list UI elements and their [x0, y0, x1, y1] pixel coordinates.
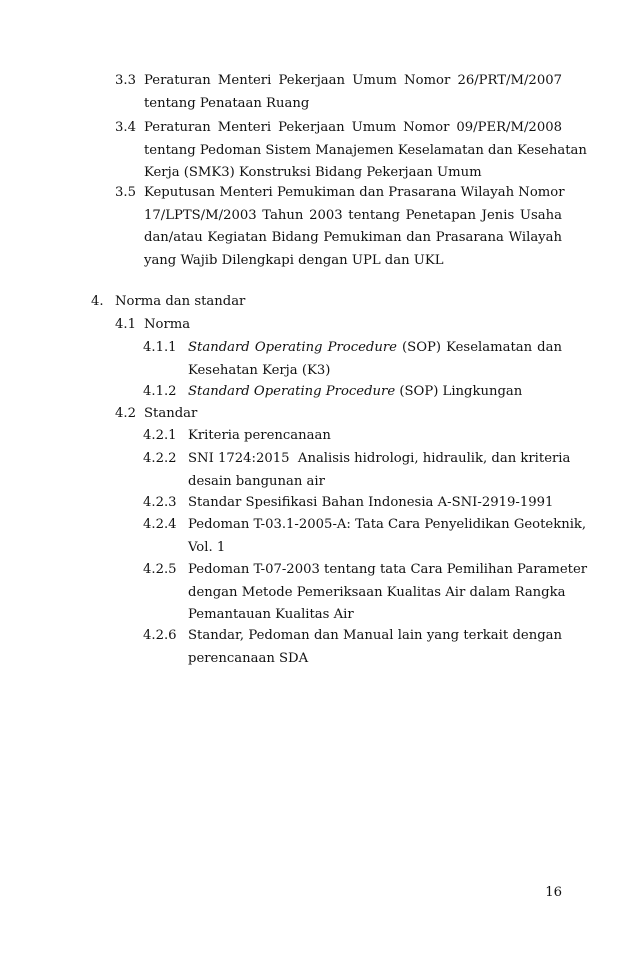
item-text-line: dengan Metode Pemeriksaan Kualitas Air dalam Rangka — [188, 584, 566, 600]
item-text-line: perencanaan SDA — [188, 650, 309, 666]
list-item-4-1-1 — [143, 337, 562, 382]
item-text-line: Standar, Pedoman dan Manual lain yang terkait dengan — [188, 628, 562, 643]
list-item-4-2-6 — [143, 625, 562, 670]
item-text-line: tentang Pedoman Sistem Manajemen Keselamatan dan Kesehatan — [144, 142, 587, 158]
item-number: 4.2.2 — [143, 451, 177, 466]
list-item-4-2-5 — [143, 559, 588, 627]
subsection-heading-4-1 — [115, 314, 562, 337]
list-item-4-2-2 — [143, 448, 571, 493]
item-text-line: Kriteria perencanaan — [188, 428, 331, 443]
item-text-line: dan/atau Kegiatan Bidang Pemukiman dan Prasarana Wilayah — [144, 230, 562, 245]
item-text: (SOP) Lingkungan — [399, 384, 523, 399]
item-number: 4.2.5 — [143, 562, 177, 577]
list-item-3-5 — [115, 182, 565, 272]
item-text-line: Kerja (SMK3) Konstruksi Bidang Pekerjaan Umum — [144, 165, 482, 180]
list-item-3-3 — [115, 70, 562, 115]
list-item-3-4 — [115, 117, 587, 185]
item-number: 3.3 — [115, 73, 136, 88]
item-text-line: Standar Spesifikasi Bahan Indonesia A-SNI-2919-1991 — [188, 495, 554, 510]
item-text-line: Pedoman T-03.1-2005-A: Tata Cara Penyelidikan Geoteknik, — [188, 517, 587, 532]
item-number: 4.2.6 — [143, 628, 177, 643]
item-number: 3.5 — [115, 185, 136, 200]
item-text-line: Peraturan Menteri Pekerjaan Umum Nomor 09/PER/M/2008 — [144, 120, 562, 135]
section-heading-4 — [91, 291, 562, 314]
item-text-line: Pemantauan Kualitas Air — [188, 607, 354, 622]
item-text-line: yang Wajib Dilengkapi dengan UPL dan UKL — [144, 252, 444, 268]
item-number: 4.2.4 — [143, 517, 177, 532]
subsection-number: 4.1 — [115, 317, 136, 332]
item-text-line: SNI 1724:2015 Analisis hidrologi, hidraulik, dan kriteria — [188, 451, 571, 466]
item-text-line: Vol. 1 — [188, 539, 226, 555]
item-text-line: 17/LPTS/M/2003 Tahun 2003 tentang Penetapan Jenis Usaha — [144, 207, 562, 223]
list-item-4-2-4 — [143, 514, 587, 559]
item-text-line: Keputusan Menteri Pemukiman dan Prasarana Wilayah Nomor — [144, 185, 565, 200]
item-number: 4.1.1 — [143, 340, 177, 355]
item-text: (SOP) Keselamatan dan — [402, 340, 562, 355]
subsection-title: Norma — [144, 317, 191, 332]
page-number: 16 — [545, 885, 562, 900]
item-text-line: Peraturan Menteri Pekerjaan Umum Nomor 26/PRT/M/2007 — [144, 73, 562, 88]
item-text-line — [188, 337, 562, 360]
item-number: 4.1.2 — [143, 384, 177, 399]
list-item-4-2-3 — [143, 492, 562, 515]
italic-term: Standard Operating Procedure — [188, 384, 396, 399]
item-text-line: desain bangunan air — [188, 473, 325, 489]
section-title: Norma dan standar — [115, 294, 246, 309]
list-item-4-2-1 — [143, 425, 562, 448]
item-text-line: Pedoman T-07-2003 tentang tata Cara Pemilihan Parameter — [188, 562, 588, 577]
item-number: 4.2.1 — [143, 428, 177, 443]
subsection-title: Standar — [144, 406, 198, 421]
list-item-4-1-2 — [143, 381, 562, 404]
item-number: 4.2.3 — [143, 495, 177, 510]
item-text-line: tentang Penataan Ruang — [144, 95, 310, 111]
subsection-number: 4.2 — [115, 406, 136, 421]
item-text-line: Kesehatan Kerja (K3) — [188, 362, 331, 378]
item-text-line — [188, 381, 562, 404]
subsection-heading-4-2 — [115, 403, 562, 426]
section-number: 4. — [91, 294, 104, 309]
item-number: 3.4 — [115, 120, 136, 135]
italic-term: Standard Operating Procedure — [188, 340, 397, 355]
